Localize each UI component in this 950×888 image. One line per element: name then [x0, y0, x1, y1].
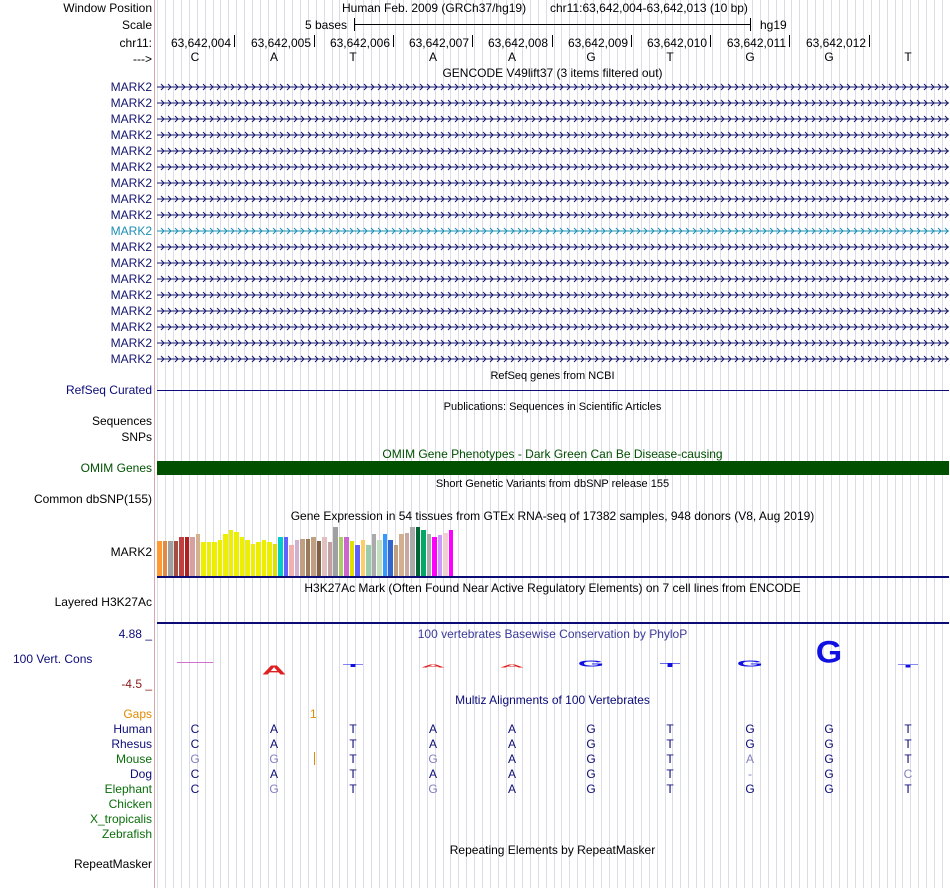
gtex-tissue-bar[interactable] [449, 530, 454, 576]
gencode-transcript-label[interactable]: MARK2 [110, 224, 152, 238]
gtex-tissue-bar[interactable] [185, 537, 190, 576]
gencode-transcript-label[interactable]: MARK2 [110, 352, 152, 366]
aligned-base: G [428, 782, 438, 796]
aligned-base: T [904, 752, 912, 766]
aligned-base: A [507, 782, 516, 796]
phylop-min-label: -4.5 _ [121, 677, 152, 691]
gtex-tissue-bar[interactable] [306, 539, 311, 576]
gtex-tissue-bar[interactable] [234, 532, 239, 576]
aligned-base: A [269, 737, 278, 751]
scale-text: 5 bases [305, 18, 348, 32]
gencode-transcript-label[interactable]: MARK2 [110, 80, 152, 94]
ruler-tick [314, 35, 315, 47]
aligned-base: T [904, 782, 912, 796]
scale-db: hg19 [760, 18, 787, 32]
gtex-tissue-bar[interactable] [201, 542, 206, 576]
phylop-base-logo[interactable]: G [815, 634, 843, 670]
gtex-tissue-bar[interactable] [190, 537, 195, 576]
refseq-gene-line[interactable] [157, 390, 949, 391]
dna-base: C [190, 50, 200, 64]
sequences-label[interactable]: Sequences [91, 414, 152, 428]
aligned-base: G [824, 722, 834, 736]
ruler-position-label: 63,642,010 [646, 36, 707, 50]
gencode-transcript-line[interactable] [157, 304, 949, 318]
aligned-base: T [349, 722, 357, 736]
aligned-base: - [748, 767, 752, 781]
aligned-base: G [269, 752, 279, 766]
scale-label: Scale [121, 18, 152, 32]
gtex-tissue-bar[interactable] [322, 537, 327, 576]
gtex-tissue-bar[interactable] [168, 541, 173, 576]
ruler-tick [631, 35, 632, 47]
gencode-transcript-label[interactable]: MARK2 [110, 112, 152, 126]
gtex-tissue-bar[interactable] [421, 530, 426, 576]
gtex-tissue-bar[interactable] [157, 541, 162, 576]
aligned-base: G [745, 737, 755, 751]
aligned-base: A [428, 737, 437, 751]
gencode-transcript-line[interactable] [157, 192, 949, 206]
multiz-species-label[interactable]: Chicken [108, 797, 152, 811]
gtex-tissue-bar[interactable] [196, 534, 201, 576]
gencode-transcript-label[interactable]: MARK2 [110, 176, 152, 190]
gtex-tissue-bar[interactable] [405, 533, 410, 576]
gencode-transcript-label[interactable]: MARK2 [110, 320, 152, 334]
gtex-tissue-bar[interactable] [388, 540, 393, 576]
ruler-tick [789, 35, 790, 47]
gencode-transcript-line[interactable] [157, 144, 949, 158]
gencode-track-title[interactable]: GENCODE V49lift37 (3 items filtered out) [442, 66, 663, 80]
gtex-tissue-bar[interactable] [377, 540, 382, 576]
gtex-tissue-bar[interactable] [300, 539, 305, 576]
ruler-position-label: 63,642,007 [408, 36, 469, 50]
label-divider [154, 0, 155, 888]
gtex-tissue-bar[interactable] [416, 527, 421, 576]
gencode-transcript-line[interactable] [157, 128, 949, 142]
aligned-base: G [428, 752, 438, 766]
gencode-transcript-line[interactable] [157, 352, 949, 366]
aligned-base: T [349, 767, 357, 781]
repeatmasker-track-title[interactable]: Repeating Elements by RepeatMasker [449, 843, 656, 857]
h3k27ac-label[interactable]: Layered H3K27Ac [54, 595, 152, 609]
multiz-species-label[interactable]: Zebrafish [101, 827, 152, 841]
repeatmasker-label[interactable]: RepeatMasker [73, 857, 152, 871]
gencode-transcript-label[interactable]: MARK2 [110, 240, 152, 254]
gtex-tissue-bar[interactable] [163, 541, 168, 576]
gtex-tissue-bar[interactable] [289, 545, 294, 576]
omim-gene-bar[interactable] [157, 461, 949, 475]
gencode-transcript-line[interactable] [157, 272, 949, 286]
gtex-tissue-bar[interactable] [295, 540, 300, 576]
ruler-tick [869, 35, 870, 47]
phylop-base-logo[interactable]: G [736, 659, 764, 669]
aligned-base: T [666, 752, 674, 766]
gtex-tissue-bar[interactable] [443, 533, 448, 576]
ruler-tick [393, 35, 394, 47]
gencode-transcript-line[interactable] [157, 240, 949, 254]
gtex-tissue-bar[interactable] [366, 545, 371, 576]
dna-base: T [904, 50, 912, 64]
gencode-transcript-label[interactable]: MARK2 [110, 272, 152, 286]
gtex-tissue-bar[interactable] [256, 542, 261, 576]
gtex-label[interactable]: MARK2 [110, 545, 152, 559]
aligned-base: T [666, 782, 674, 796]
aligned-base: T [349, 752, 357, 766]
gtex-tissue-bar[interactable] [344, 537, 349, 576]
multiz-species-label[interactable]: Dog [129, 767, 152, 781]
aligned-base: T [904, 722, 912, 736]
phylop-base-logo[interactable]: T [342, 663, 364, 669]
gencode-transcript-label[interactable]: MARK2 [110, 256, 152, 270]
window-position-label: Window Position [63, 1, 152, 15]
aligned-base: G [745, 782, 755, 796]
ruler-position-label: 63,642,005 [250, 36, 311, 50]
aligned-base: T [666, 737, 674, 751]
gencode-transcript-line[interactable] [157, 288, 949, 302]
gtex-tissue-bar[interactable] [174, 541, 179, 576]
gencode-transcript-line[interactable] [157, 176, 949, 190]
aligned-base: G [586, 767, 596, 781]
aligned-base: A [507, 767, 516, 781]
dna-base: G [824, 50, 834, 64]
gencode-transcript-label[interactable]: MARK2 [110, 336, 152, 350]
aligned-base: G [586, 722, 596, 736]
gencode-transcript-line[interactable] [157, 224, 949, 238]
gtex-tissue-bar[interactable] [251, 544, 256, 576]
multiz-species-label[interactable]: Mouse [115, 752, 152, 766]
gtex-tissue-bar[interactable] [383, 534, 388, 576]
gencode-transcript-line[interactable] [157, 96, 949, 110]
gencode-transcript-label[interactable]: MARK2 [110, 192, 152, 206]
dna-base: A [269, 50, 278, 64]
dna-base: G [745, 50, 755, 64]
aligned-base: G [586, 782, 596, 796]
publications-track-title[interactable]: Publications: Sequences in Scientific Articles [443, 401, 662, 413]
ruler-tick [710, 35, 711, 47]
aligned-base: A [507, 722, 516, 736]
multiz-species-label[interactable]: Elephant [104, 782, 152, 796]
snps-label[interactable]: SNPs [121, 430, 152, 444]
aligned-base: C [190, 722, 200, 736]
omim-track-title[interactable]: OMIM Gene Phenotypes - Dark Green Can Be Disease-causing [382, 447, 723, 461]
gtex-tissue-bar[interactable] [317, 541, 322, 576]
gtex-tissue-bar[interactable] [223, 534, 228, 576]
aligned-base: A [507, 752, 516, 766]
phylop-base-logo[interactable]: A [261, 663, 287, 678]
scale-bar [354, 24, 751, 25]
gencode-transcript-label[interactable]: MARK2 [110, 128, 152, 142]
dbsnp-label[interactable]: Common dbSNP(155) [33, 492, 152, 506]
gtex-tissue-bar[interactable] [273, 544, 278, 576]
gtex-tissue-bar[interactable] [350, 541, 355, 576]
gaps-value: 1 [310, 707, 317, 721]
ruler-position-label: 63,642,004 [170, 36, 231, 50]
position-text[interactable]: chr11:63,642,004-63,642,013 (10 bp) [550, 1, 748, 15]
phylop-baseline-segment [177, 662, 213, 663]
gencode-transcript-label[interactable]: MARK2 [110, 304, 152, 318]
multiz-species-label[interactable]: Rhesus [111, 737, 152, 751]
gtex-tissue-bar[interactable] [399, 534, 404, 576]
aligned-base: G [824, 752, 834, 766]
gencode-transcript-label[interactable]: MARK2 [110, 208, 152, 222]
ruler-tick [472, 35, 473, 47]
gtex-tissue-bar[interactable] [212, 542, 217, 576]
gtex-tissue-bar[interactable] [372, 534, 377, 576]
phylop-base-logo[interactable]: T [659, 661, 681, 669]
dbsnp-track-title[interactable]: Short Genetic Variants from dbSNP release 155 [435, 478, 670, 490]
chrom-label: chr11: [119, 36, 152, 50]
omim-label[interactable]: OMIM Genes [80, 461, 152, 475]
gtex-tissue-bar[interactable] [328, 542, 333, 576]
aligned-base: G [586, 752, 596, 766]
gtex-baseline [157, 576, 949, 578]
dna-base: A [507, 50, 516, 64]
aligned-base: G [824, 737, 834, 751]
aligned-base: A [269, 767, 278, 781]
gtex-tissue-bar[interactable] [311, 537, 316, 576]
gencode-transcript-line[interactable] [157, 112, 949, 126]
gencode-transcript-line[interactable] [157, 320, 949, 334]
aligned-base: T [666, 767, 674, 781]
aligned-base: C [190, 737, 200, 751]
aligned-base: A [507, 737, 516, 751]
gencode-transcript-line[interactable] [157, 208, 949, 222]
ruler-tick [234, 35, 235, 47]
aligned-base: A [428, 722, 437, 736]
aligned-base: G [586, 737, 596, 751]
ruler-position-label: 63,642,011 [726, 36, 786, 50]
aligned-base: A [745, 752, 754, 766]
aligned-base: G [190, 752, 200, 766]
ruler-position-label: 63,642,012 [805, 36, 866, 50]
aligned-base: C [190, 782, 200, 796]
ruler-position-label: 63,642,008 [487, 36, 548, 50]
aligned-base: G [824, 767, 834, 781]
gtex-tissue-bar[interactable] [229, 530, 234, 576]
h3k27ac-track-title[interactable]: H3K27Ac Mark (Often Found Near Active Regulatory Elements) on 7 cell lines from ENCODE [304, 581, 801, 595]
h3k27ac-baseline [157, 622, 949, 624]
gencode-transcript-line[interactable] [157, 336, 949, 350]
scale-bar-left-tick [354, 18, 355, 31]
gtex-tissue-bar[interactable] [278, 537, 283, 576]
phylop-base-logo[interactable]: A [420, 663, 446, 669]
gtex-tissue-bar[interactable] [262, 540, 267, 576]
ruler-position-label: 63,642,009 [567, 36, 628, 50]
multiz-track-title[interactable]: Multiz Alignments of 100 Vertebrates [455, 693, 650, 707]
scale-bar-right-tick [750, 18, 751, 31]
aligned-base: A [269, 722, 278, 736]
gtex-tissue-bar[interactable] [179, 537, 184, 576]
gtex-tissue-bar[interactable] [355, 545, 360, 576]
gtex-tissue-bar[interactable] [361, 540, 366, 576]
aligned-base: T [349, 782, 357, 796]
aligned-base: T [349, 737, 357, 751]
aligned-base: G [269, 782, 279, 796]
gtex-tissue-bar[interactable] [284, 537, 289, 576]
gtex-tissue-bar[interactable] [339, 537, 344, 576]
multiz-species-label[interactable]: Human [113, 722, 152, 736]
phylop-max-label: 4.88 _ [118, 627, 152, 641]
gtex-tissue-bar[interactable] [438, 535, 443, 576]
aligned-base: T [904, 737, 912, 751]
phylop-base-logo[interactable]: T [897, 663, 919, 669]
gencode-transcript-line[interactable] [157, 256, 949, 270]
gtex-tissue-bar[interactable] [394, 545, 399, 576]
gtex-tissue-bar[interactable] [218, 540, 223, 576]
gtex-tissue-bar[interactable] [333, 527, 338, 576]
dna-base: T [666, 50, 674, 64]
gencode-transcript-label[interactable]: MARK2 [110, 288, 152, 302]
dna-base: A [428, 50, 437, 64]
refseq-label[interactable]: RefSeq Curated [65, 383, 152, 397]
gtex-tissue-bar[interactable] [245, 540, 250, 576]
aligned-base: G [824, 782, 834, 796]
gtex-tissue-bar[interactable] [207, 542, 212, 576]
phylop-base-logo[interactable]: A [499, 663, 525, 669]
gencode-transcript-label[interactable]: MARK2 [110, 144, 152, 158]
gtex-tissue-bar[interactable] [410, 527, 415, 576]
assembly-title[interactable]: Human Feb. 2009 (GRCh37/hg19) [342, 1, 527, 15]
gtex-tissue-bar[interactable] [267, 542, 272, 576]
strand-label: ---> [133, 52, 152, 66]
aligned-base: C [190, 767, 200, 781]
gencode-transcript-label[interactable]: MARK2 [110, 160, 152, 174]
aligned-base: C [903, 767, 913, 781]
gencode-transcript-line[interactable] [157, 160, 949, 174]
ruler-position-label: 63,642,006 [329, 36, 390, 50]
gtex-track-title[interactable]: Gene Expression in 54 tissues from GTEx RNA-seq of 17382 samples, 948 donors (V8, Aug 2019) [290, 509, 815, 523]
phylop-label[interactable]: 100 Vert. Cons [13, 652, 93, 666]
gencode-transcript-label[interactable]: MARK2 [110, 96, 152, 110]
dna-base: T [349, 50, 357, 64]
gencode-transcript-line[interactable] [157, 80, 949, 94]
ruler-tick [552, 35, 553, 47]
phylop-base-logo[interactable]: G [577, 659, 605, 669]
aligned-base: A [428, 767, 437, 781]
multiz-species-label[interactable]: X_tropicalis [89, 812, 152, 826]
mouse-insertion-marker [314, 752, 315, 765]
gtex-tissue-bar[interactable] [240, 537, 245, 576]
dna-base: G [586, 50, 596, 64]
gtex-tissue-bar[interactable] [427, 534, 432, 576]
phylop-track-title[interactable]: 100 vertebrates Basewise Conservation by PhyloP [417, 627, 688, 641]
aligned-base: T [666, 722, 674, 736]
gtex-tissue-bar[interactable] [432, 537, 437, 576]
refseq-track-title[interactable]: RefSeq genes from NCBI [490, 370, 615, 382]
gaps-label: Gaps [123, 707, 152, 721]
aligned-base: G [745, 722, 755, 736]
